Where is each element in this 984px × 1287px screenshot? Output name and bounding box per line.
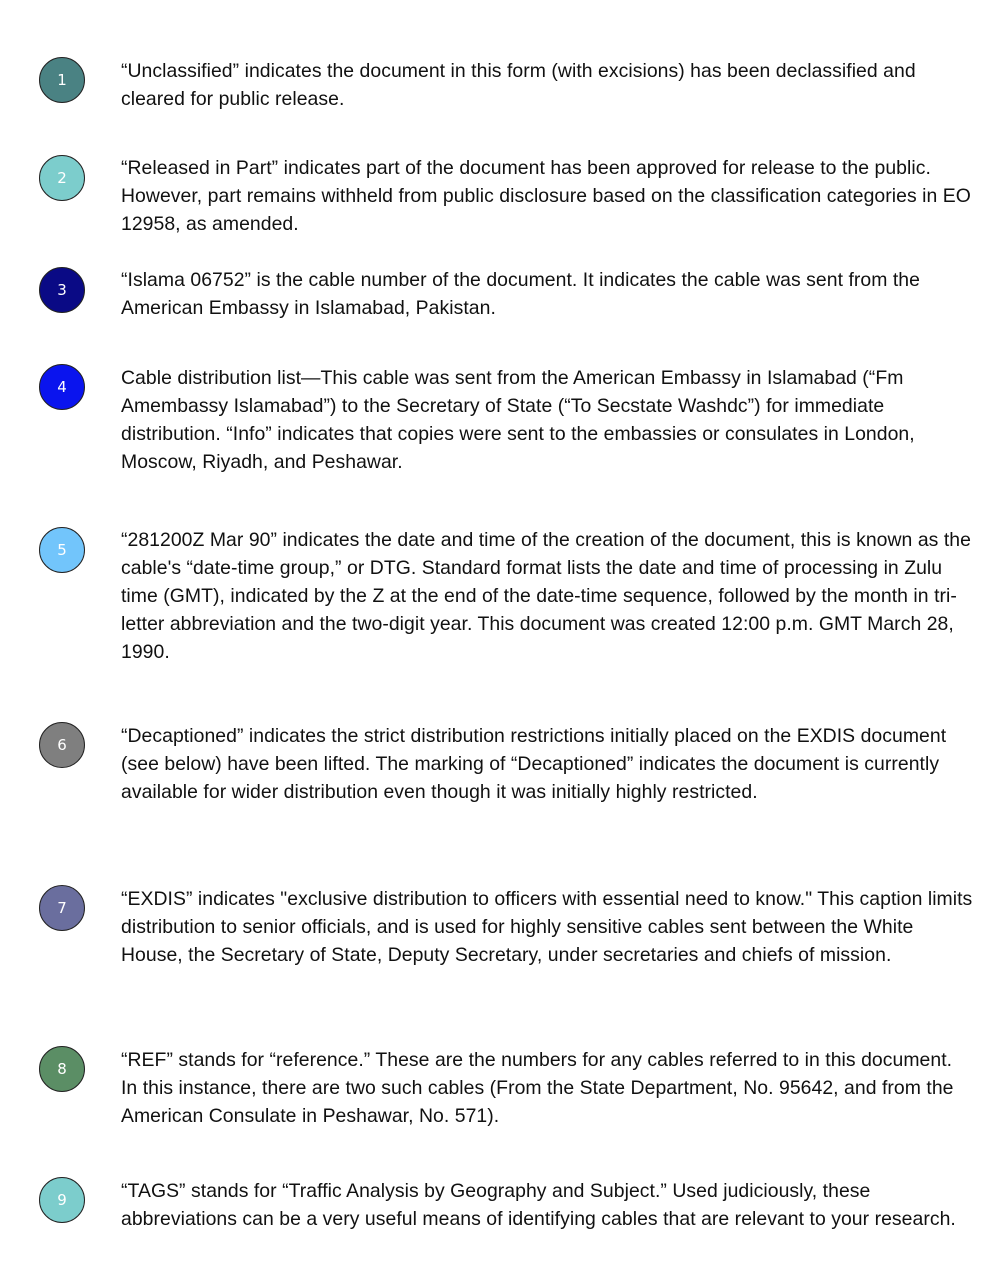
entry-text: “281200Z Mar 90” indicates the date and time of the creation of the document, this is known as the cable's “date-time group,” or DTG. Standard format lists the date and time of processing in Zulu time (GMT), indicated by the Z at the end of the date-time sequence, followed by the month in tri-letter abbreviation and the two-digit year. This document was created 12:00 p.m. GMT March 28, 1990.	[121, 529, 971, 663]
entry-text: “Released in Part” indicates part of the document has been approved for release to the public. However, part remains withheld from public disclosure based on the classification categories in EO 12958, as amended.	[121, 157, 971, 235]
number-badge-icon	[39, 885, 85, 931]
number-badge-icon	[39, 364, 85, 410]
badge-number: 6	[57, 735, 67, 754]
entry-text: “REF” stands for “reference.” These are the numbers for any cables referred to in this document. In this instance, there are two such cables (From the State Department, No. 95642, and from the American Consulate in Peshawar, No. 571).	[121, 1049, 954, 1127]
badge-number: 2	[57, 168, 67, 187]
entry-text: “TAGS” stands for “Traffic Analysis by Geography and Subject.” Used judiciously, these abbreviations can be a very useful means of identifying cables that are relevant to your research.	[121, 1180, 956, 1230]
entry-text: “Islama 06752” is the cable number of the document. It indicates the cable was sent from the American Embassy in Islamabad, Pakistan.	[121, 269, 920, 319]
number-badge-icon	[39, 1177, 85, 1223]
badge-number: 7	[57, 898, 67, 917]
badge-number: 5	[57, 540, 67, 559]
badge-number: 1	[57, 70, 67, 89]
badge-number: 4	[57, 377, 67, 396]
badge-number: 8	[57, 1059, 67, 1078]
number-badge-icon	[39, 1046, 85, 1092]
number-badge-icon	[39, 722, 85, 768]
entry-text: “EXDIS” indicates "exclusive distribution to officers with essential need to know." This caption limits distribution to senior officials, and is used for highly sensitive cables sent between the White House, the Secretary of State, Deputy Secretary, under secretaries and chiefs of mission.	[121, 888, 973, 966]
number-badge-icon	[39, 155, 85, 201]
number-badge-icon	[39, 267, 85, 313]
number-badge-icon	[39, 527, 85, 573]
entry-text: Cable distribution list—This cable was sent from the American Embassy in Islamabad (“Fm Amembassy Islamabad”) to the Secretary of State (“To Secstate Washdc”) for immediate distribution. “Info” indicates that copies were sent to the embassies or consulates in London, Moscow, Riyadh, and Peshawar.	[121, 367, 915, 473]
entry-text: “Decaptioned” indicates the strict distribution restrictions initially placed on the EXDIS document (see below) have been lifted. The marking of “Decaptioned” indicates the document is currently available for wider distribution even though it was initially highly restricted.	[121, 725, 947, 803]
badge-number: 9	[57, 1190, 67, 1209]
entry-text: “Unclassified” indicates the document in this form (with excisions) has been declassified and cleared for public release.	[121, 60, 916, 110]
number-badge-icon	[39, 57, 85, 103]
badge-number: 3	[57, 280, 67, 299]
